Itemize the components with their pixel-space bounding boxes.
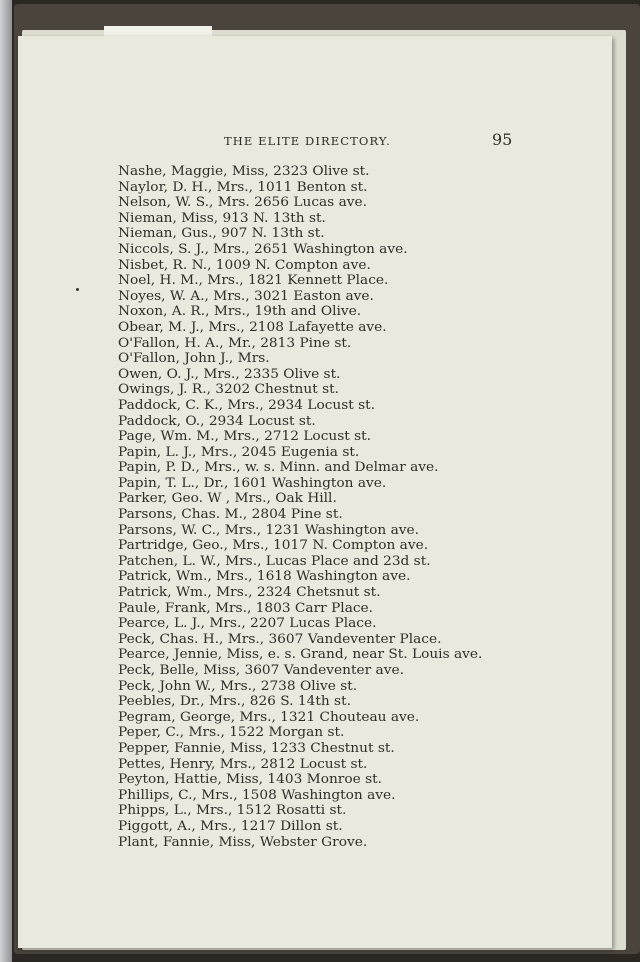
directory-entry: Patchen, L. W., Mrs., Lucas Place and 23d st. xyxy=(118,553,431,569)
book-spine-edge xyxy=(0,0,12,962)
directory-entry: Patrick, Wm., Mrs., 1618 Washington ave. xyxy=(118,569,411,585)
directory-entry: Phillips, C., Mrs., 1508 Washington ave. xyxy=(118,787,396,803)
directory-entry: Peck, Chas. H., Mrs., 3607 Vandeventer Place. xyxy=(118,631,442,647)
directory-entry: Piggott, A., Mrs., 1217 Dillon st. xyxy=(118,818,343,834)
directory-entry: Pepper, Fannie, Miss, 1233 Chestnut st. xyxy=(118,740,395,756)
directory-entry: Phipps, L., Mrs., 1512 Rosatti st. xyxy=(118,803,347,819)
directory-entry: Papin, T. L., Dr., 1601 Washington ave. xyxy=(118,475,387,491)
directory-entry: Partridge, Geo., Mrs., 1017 N. Compton ave. xyxy=(118,538,429,554)
directory-entry: Pearce, Jennie, Miss, e. s. Grand, near St. Louis ave. xyxy=(118,647,483,663)
directory-entry: Paddock, C. K., Mrs., 2934 Locust st. xyxy=(118,397,376,413)
directory-entry: Peyton, Hattie, Miss, 1403 Monroe st. xyxy=(118,772,383,788)
directory-entry: Pettes, Henry, Mrs., 2812 Locust st. xyxy=(118,756,368,772)
directory-entry: Nelson, W. S., Mrs. 2656 Lucas ave. xyxy=(118,195,367,211)
directory-entry: Pearce, L. J., Mrs., 2207 Lucas Place. xyxy=(118,616,377,632)
directory-entry: Nieman, Miss, 913 N. 13th st. xyxy=(118,210,326,226)
directory-entry: Noel, H. M., Mrs., 1821 Kennett Place. xyxy=(118,273,389,289)
directory-entry: Nashe, Maggie, Miss, 2323 Olive st. xyxy=(118,164,370,179)
ink-speck xyxy=(76,288,79,291)
page-number: 95 xyxy=(492,130,513,149)
directory-entry: Naylor, D. H., Mrs., 1011 Benton st. xyxy=(118,179,368,195)
directory-entry: Nisbet, R. N., 1009 N. Compton ave. xyxy=(118,257,371,273)
directory-entry: Paule, Frank, Mrs., 1803 Carr Place. xyxy=(118,600,374,616)
directory-entry: Peper, C., Mrs., 1522 Morgan st. xyxy=(118,725,345,741)
directory-entry: Obear, M. J., Mrs., 2108 Lafayette ave. xyxy=(118,319,387,335)
directory-entry: Noyes, W. A., Mrs., 3021 Easton ave. xyxy=(118,288,374,304)
directory-entry: Niccols, S. J., Mrs., 2651 Washington ave. xyxy=(118,241,408,257)
directory-entry: Owings, J. R., 3202 Chestnut st. xyxy=(118,382,339,398)
directory-entry: Noxon, A. R., Mrs., 19th and Olive. xyxy=(118,304,362,320)
page-header xyxy=(18,132,612,154)
directory-entry: Nieman, Gus., 907 N. 13th st. xyxy=(118,226,325,242)
directory-entry: Paddock, O., 2934 Locust st. xyxy=(118,413,316,429)
directory-entry: Papin, P. D., Mrs., w. s. Minn. and Delmar ave. xyxy=(118,460,439,476)
directory-entry: Page, Wm. M., Mrs., 2712 Locust st. xyxy=(118,429,372,445)
page-tab xyxy=(104,26,212,36)
directory-entry: Parker, Geo. W , Mrs., Oak Hill. xyxy=(118,491,337,507)
directory-entry: Papin, L. J., Mrs., 2045 Eugenia st. xyxy=(118,444,360,460)
directory-entry: Patrick, Wm., Mrs., 2324 Chetsnut st. xyxy=(118,585,381,601)
directory-entry: Pegram, George, Mrs., 1321 Chouteau ave. xyxy=(118,709,420,725)
running-title: THE ELITE DIRECTORY. xyxy=(224,134,391,148)
directory-entry: Peck, Belle, Miss, 3607 Vandeventer ave. xyxy=(118,663,404,678)
directory-entry: Peebles, Dr., Mrs., 826 S. 14th st. xyxy=(118,694,351,710)
directory-entries xyxy=(118,164,598,850)
directory-entry: O'Fallon, John J., Mrs. xyxy=(118,351,270,367)
directory-entry: Peck, John W., Mrs., 2738 Olive st. xyxy=(118,678,358,694)
directory-page xyxy=(18,36,612,948)
directory-entry: Parsons, W. C., Mrs., 1231 Washington ave. xyxy=(118,522,420,538)
directory-entry: O'Fallon, H. A., Mr., 2813 Pine st. xyxy=(118,335,352,351)
directory-entry: Plant, Fannie, Miss, Webster Grove. xyxy=(118,834,368,850)
directory-entry: Parsons, Chas. M., 2804 Pine st. xyxy=(118,507,343,523)
directory-entry: Owen, O. J., Mrs., 2335 Olive st. xyxy=(118,366,341,382)
